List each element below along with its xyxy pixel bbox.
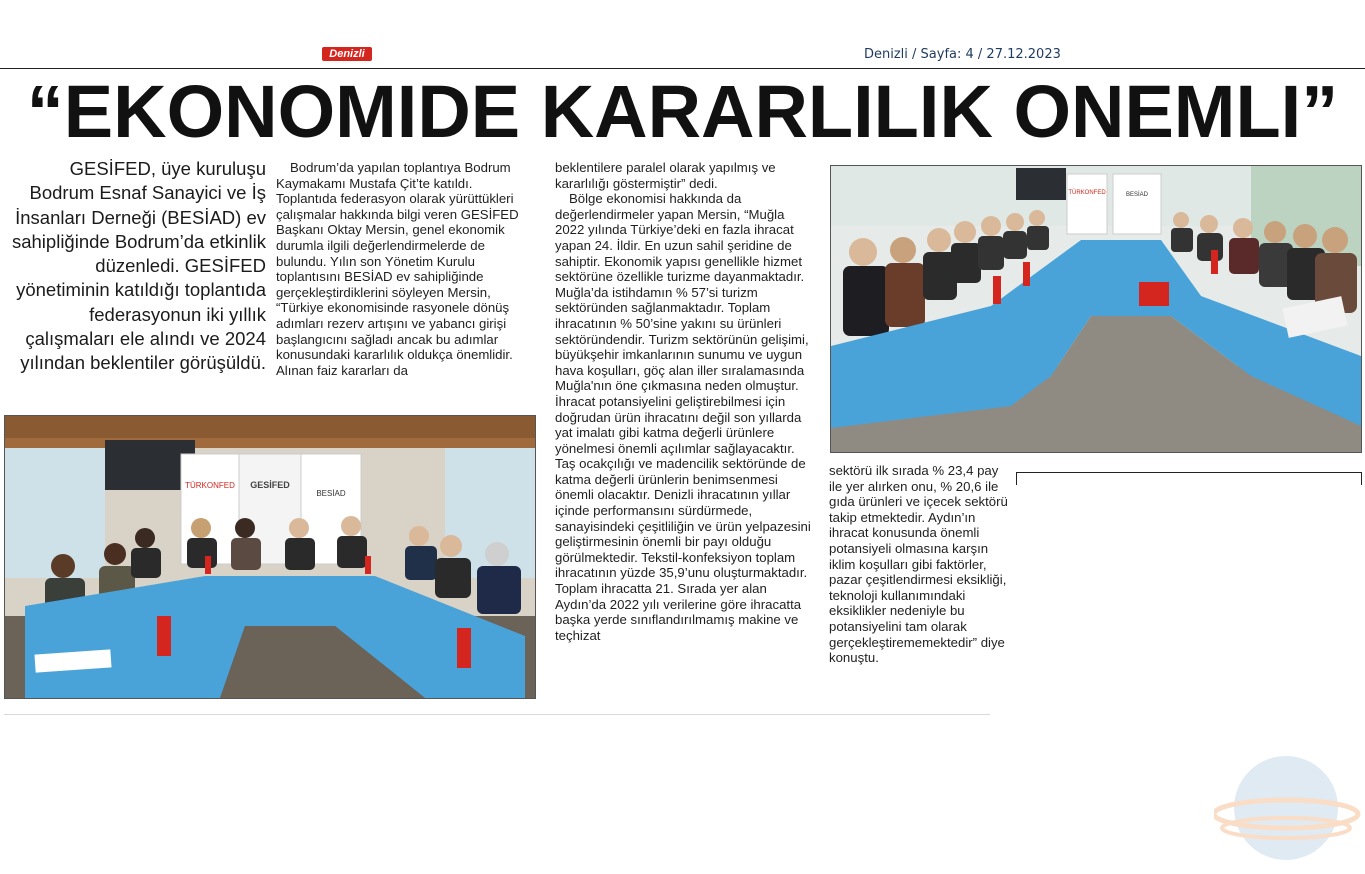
column-2-text-b: Bölge ekonomisi hakkında da değerlendirmeler yapan Mersin, “Muğla 2022 yılında Türkiye’deki en fazla ihracat yapan 24. İldir. En uzun sahil şeridine de sahiptir. Ekonomik yapısı genellikle hizmet sektörüne özellikle turizme dayanmaktadır. Muğla’da istihdamın % 57’si turizm sektöründen sağlanmaktadır. Toplam ihracatının % 50’sine yakını su ürünleri sektöründendir. Turizm sektörünün gelişimi, büyükşehir imkanlarının sunumu ve uygun hava koşulları, göç alan iller sıralamasında Muğla'nın öne çıkmasına neden olmuştur. İhracat potansiyelini geliştirebilmesi için doğrudan ürün ihracatını değil son yıllarda yat imalatı gibi katma değerli ürünlere yönelmesi önemli açılımlar sağlayacaktır. Taş ocakçılığı ve madencilik sektöründe de katma değerli ürünlerin benimsenmesi önemli olacaktır. Denizli ihracatının yıllar içinde performansını sürdürmede, sanayisindeki çeşitliliğin ve ürün yelpazesini geliştirmesinin önemli bir payı olduğu görülmektedir. Tekstil-konfeksiyon toplam ihracatının yüzde 35,9’unu oluşturmaktadır. Toplam ihracatta 21. Sırada yer alan Aydın’da 2022 yılı verilerine göre ihracatta başka yerde sınıflandırılmamış makine ve teçhizat <box>555 191 811 643</box>
article-column-3 <box>829 463 1009 666</box>
empty-box-frame <box>1016 472 1362 485</box>
lead-paragraph: GESİFED, üye kuruluşu Bodrum Esnaf Sanayici ve İş İnsanları Derneği (BESİAD) ev sahipliğinde Bodrum’da etkinlik düzenledi. GESİFED yönetiminin katıldığı toplantıda federasyonun iki yıllık çalışmaları ele alındı ve 2024 yılından beklentiler görüşüldü. <box>11 158 266 374</box>
banner-text-3: BESİAD <box>316 489 346 498</box>
bottom-rule <box>4 714 990 715</box>
page-meta: Denizli / Sayfa: 4 / 27.12.2023 <box>864 47 1061 62</box>
column-2-text-a: beklentilere paralel olarak yapılmış ve kararlılığı göstermiştir” dedi. <box>555 160 776 191</box>
article-column-1 <box>276 160 532 378</box>
watermark-globe-icon <box>1214 756 1364 871</box>
banner-text-1: TÜRKONFED <box>185 481 235 490</box>
column-3-text: sektörü ilk sırada % 23,4 pay ile yer alırken onu, % 20,6 ile gıda ürünleri ve içecek sektörü takip etmektedir. Aydın’ın ihracat konusunda önemli potansiyeli olmasına karşın iklim koşulları gibi faktörler, pazar çeşitlendirmesi eksikliği, teknoloji kullanımındaki eksiklikler nedeniyle bu potansiyelini tam olarak gerçekleştirememektedir” diye konuştu. <box>829 463 1008 666</box>
banner-text-4: TÜRKONFED <box>1068 190 1106 196</box>
column-1-text: Bodrum’da yapılan toplantıya Bodrum Kaymakamı Mustafa Çit’te katıldı. Toplantıda federasyon olarak yürüttükleri çalışmalar hakkında bilgi veren GESİFED Başkanı Oktay Mersin, genel ekonomik durumla ilgili değerlendirmelerde de bulundu. Yılın son Yönetim Kurulu toplantısını BESİAD ev sahipliğinde gerçekleştirdiklerini söyleyen Mersin, “Türkiye ekonomisinde rasyonele dönüş adımları rezerv artışını ve yabancı girişi başlangıcını sağladı ancak bu adımlar konusundaki kararlılık oldukça önemlidir. Alınan faiz kararları da <box>276 160 519 378</box>
newspaper-logo: Denizli <box>322 47 372 61</box>
banner-text-2: GESİFED <box>250 480 290 490</box>
headline: “EKONOMIDE KARARLILIK ONEMLI” <box>26 70 1339 153</box>
article-column-2 <box>555 160 813 643</box>
banner-text-5: BESİAD <box>1125 192 1149 198</box>
meeting-photo-2 <box>830 165 1362 453</box>
meeting-photo-1 <box>4 415 536 699</box>
